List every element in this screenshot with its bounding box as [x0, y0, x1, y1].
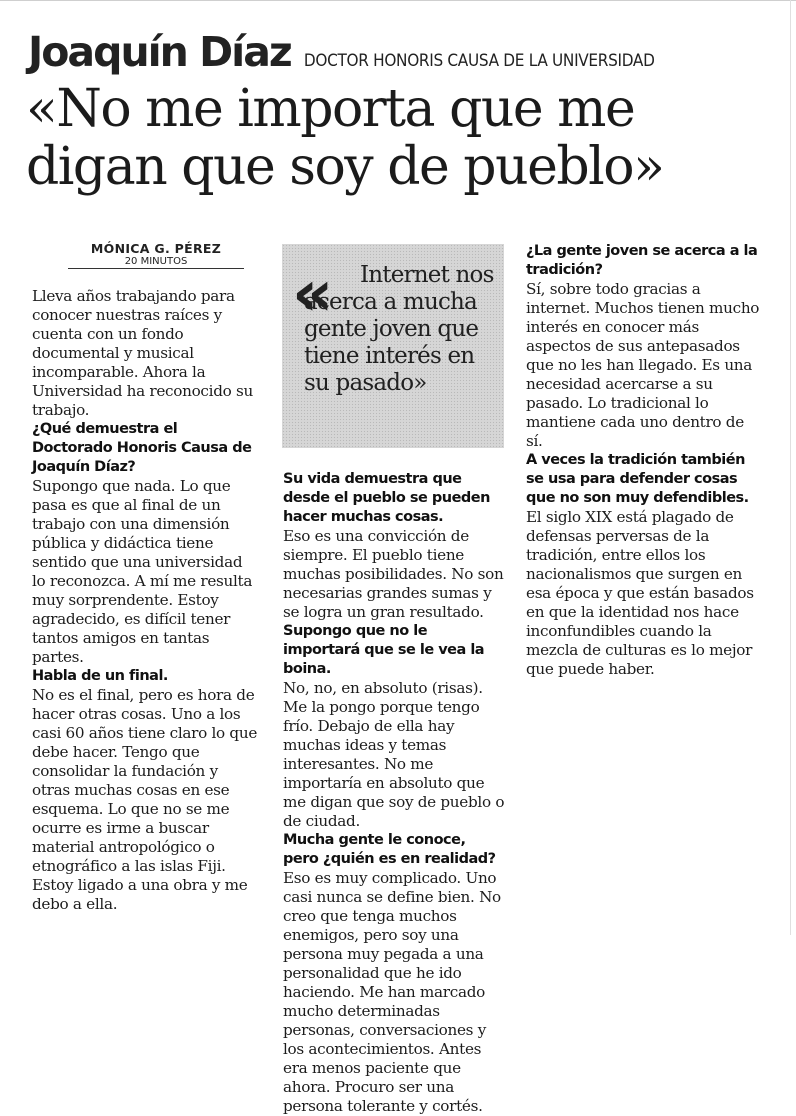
answer-5: Eso es muy complicado. Uno casi nunca se define bien. No creo que tenga muchos enemigos, pero soy una persona muy pegada a una personalidad que he ido haciendo. Me han marcado mucho determinadas personas, conversaciones y los acontecimientos. Antes era menos paciente que ahora. Procuro ser una persona tolerante y cortés.: [283, 869, 501, 1115]
byline: [68, 241, 244, 269]
top-rule: [0, 0, 796, 9]
pull-quote-text: Internet nos acerca a mucha gente joven que tiene interés en su pasado»: [304, 262, 494, 396]
answer-7: El siglo XIX está plagado de defensas perversas de la tradición, entre ellos los nacionalismos que surgen en esa época y que están basados en que la identidad nos hace inconfundibles cuando la mezcla de culturas es lo mejor que puede haber.: [526, 508, 754, 678]
interviewee-name: Joaquín Díaz: [28, 28, 291, 76]
answer-1: Supongo que nada. Lo que pasa es que al final de un trabajo con una dimensión pública y didáctica tiene sentido que una universidad lo reconozca. A mí me resulta muy sorprendente. Estoy agradecido, es difícil tener tantos amigos en tantas partes.: [32, 477, 253, 666]
byline-outlet: 20 MINUTOS: [68, 256, 244, 269]
question-6: ¿La gente joven se acerca a la tradición?: [526, 243, 758, 278]
question-4: Supongo que no le importará que se le vea la boina.: [283, 623, 485, 677]
answer-3: Eso es una convicción de siempre. El pueblo tiene muchas posibilidades. No son necesarias grandes sumas y se logra un gran resultado.: [283, 527, 504, 621]
answer-4: No, no, en absoluto (risas). Me la pongo porque tengo frío. Debajo de ella hay muchas ideas y temas interesantes. No me importaría en absoluto que me digan que soy de pueblo o de ciudad.: [283, 679, 505, 830]
answer-6: Sí, sobre todo gracias a internet. Muchos tienen mucho interés en conocer más aspectos de sus antepasados que no les han llegado. Es una necesidad acercarse a su pasado. Lo tradicional lo mantiene cada uno dentro de sí.: [526, 280, 760, 450]
page-edge: [790, 0, 791, 935]
article-column-1: [32, 287, 260, 914]
article-column-3: [526, 242, 763, 679]
quote-mark-icon: «: [292, 257, 328, 331]
question-2: Habla de un final.: [32, 668, 168, 684]
answer-2: No es el final, pero es hora de hacer otras cosas. Uno a los casi 60 años tiene claro lo que debe hacer. Tengo que consolidar la fundación y otras muchas cosas en ese esquema. Lo que no se me ocurre es irme a buscar material antropológico o etnográfico a las islas Fiji. Estoy ligado a una obra y me debo a ella.: [32, 686, 258, 913]
headline: «No me importa que me digan que soy de pueblo»: [26, 79, 664, 197]
kicker: [28, 28, 655, 76]
article-column-2: [283, 470, 505, 1116]
pull-quote-box: [282, 244, 504, 448]
byline-author: MÓNICA G. PÉREZ: [90, 241, 222, 256]
question-1: ¿Qué demuestra el Doctorado Honoris Causa de Joaquín Díaz?: [32, 421, 252, 475]
article-intro: Lleva años trabajando para conocer nuestras raíces y cuenta con un fondo documental y musical incomparable. Ahora la Universidad ha reconocido su trabajo.: [32, 287, 253, 419]
question-5: Mucha gente le conoce, pero ¿quién es en realidad?: [283, 832, 496, 867]
kicker-subtitle: DOCTOR HONORIS CAUSA DE LA UNIVERSIDAD: [303, 51, 655, 71]
question-3: Su vida demuestra que desde el pueblo se pueden hacer muchas cosas.: [283, 471, 490, 525]
question-7: A veces la tradición también se usa para defender cosas que no son muy defendibles.: [526, 452, 749, 506]
